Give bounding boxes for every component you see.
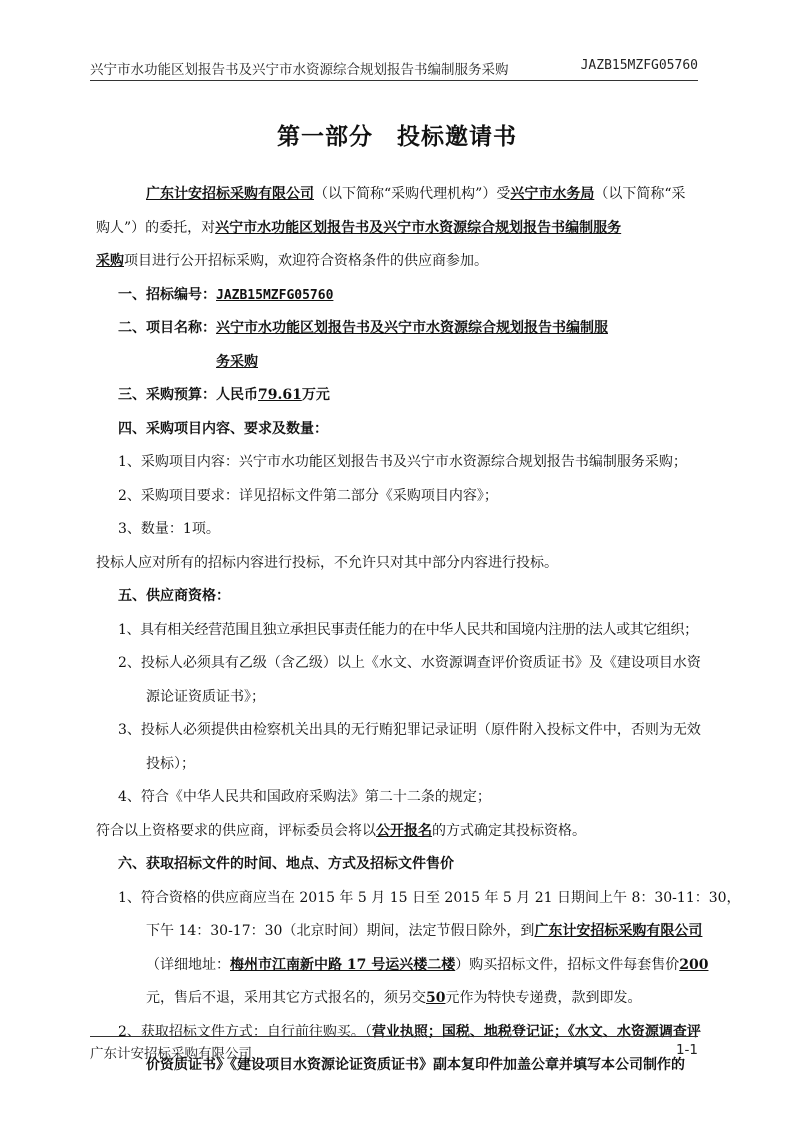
s6-item-1-line-4: 元，售后不退，采用其它方式报名的，须另交50元作为特快专递费，款到即发。 [146,990,642,1006]
agency-address: 梅州市江南新中路 17 号运兴楼二楼 [230,956,456,973]
section-2-cont: 务采购 [216,353,258,370]
footer-company: 广东计安招标采购有限公司 [90,1046,252,1062]
section-4-heading: 四、采购项目内容、要求及数量： [118,420,328,437]
s4-item-3: 3、数量：1项。 [118,521,220,537]
agency-name: 广东计安招标采购有限公司 [146,186,314,202]
page-title: 第一部分 投标邀请书 [277,123,517,150]
section-3: 三、采购预算：人民币79.61万元 [118,387,330,403]
s5-item-1: 1、具有相关经营范围且独立承担民事责任能力的在中华人民共和国境内注册的法人或其它组织； [118,621,698,638]
page-footer [90,1036,698,1063]
s5-item-3-cont: 投标）； [146,755,195,772]
express-fee: 50 [426,990,446,1006]
s5-conclusion: 符合以上资格要求的供应商，评标委员会将以公开报名的方式确定其投标资格。 [96,822,586,839]
s6-item-1-line-3: （详细地址：梅州市江南新中路 17 号运兴楼二楼）购买招标文件，招标文件每套售价200 [146,956,709,973]
s5-item-4: 4、符合《中华人民共和国政府采购法》第二十二条的规定； [118,789,491,805]
header-title: 兴宁市水功能区划报告书及兴宁市水资源综合规划报告书编制服务采购 [90,62,509,78]
s4-note: 投标人应对所有的招标内容进行投标，不允许只对其中部分内容进行投标。 [96,554,558,571]
intro-line-2: 购人”）的委托，对兴宁市水功能区划报告书及兴宁市水资源综合规划报告书编制服务 [96,219,622,236]
document-price: 200 [679,956,709,973]
section-5-heading: 五、供应商资格： [118,588,230,604]
project-name: 兴宁市水功能区划报告书及兴宁市水资源综合规划报告书编制服务 [215,219,622,236]
s6-item-2: 2、获取招标文件方式：自行前往购买。（营业执照；国税、地税登记证；《水文、水资源调查评 [118,1023,701,1040]
section-6-heading: 六、获取招标文件的时间、地点、方式及招标文件售价 [118,856,454,872]
intro-line-3: 采购项目进行公开招标采购，欢迎符合资格条件的供应商参加。 [96,253,488,269]
page-header [90,56,698,81]
section-2: 二、项目名称：兴宁市水功能区划报告书及兴宁市水资源综合规划报告书编制服 [118,320,608,336]
section-1: 一、招标编号：JAZB15MZFG05760 [118,286,334,303]
s6-item-2-cont: 价资质证书》《建设项目水资源论证资质证书》副本复印件加盖公章并填写本公司制作的 [146,1057,685,1073]
s5-item-3: 3、投标人必须提供由检察机关出具的无行贿犯罪记录证明（原件附入投标文件中，否则为无效 [118,722,701,738]
project-title: 兴宁市水功能区划报告书及兴宁市水资源综合规划报告书编制服 [216,320,608,336]
s4-item-2: 2、采购项目要求：详见招标文件第二部分《采购项目内容》； [118,487,498,504]
qualification-method: 公开报名 [376,822,432,839]
s6-item-1: 1、符合资格的供应商应当在 2015 年 5 月 15 日至 2015 年 5 月 21 日期间上午 8：30-11：30， [118,889,741,906]
buyer-name: 兴宁市水务局 [510,186,595,202]
s5-item-2: 2、投标人必须具有乙级（含乙级）以上《水文、水资源调查评价资质证书》及《建设项目水资 [118,655,701,671]
page-number: 1-1 [675,1042,698,1058]
s4-item-1: 1、采购项目内容：兴宁市水功能区划报告书及兴宁市水资源综合规划报告书编制服务采购； [118,454,687,470]
s6-item-1-line-2: 下午 14：30-17：30（北京时间）期间，法定节假日除外，到广东计安招标采购有限公司 [146,923,703,939]
s5-item-2-cont: 源论证资质证书》； [146,688,265,705]
tender-number: JAZB15MZFG05760 [216,287,334,303]
agency-name-2: 广东计安招标采购有限公司 [534,923,703,939]
budget-amount: 79.61 [258,387,302,403]
header-code: JAZB15MZFG05760 [580,58,698,73]
document-body [96,178,741,1083]
intro-line-1: 广东计安招标采购有限公司（以下简称“采购代理机构”）受兴宁市水务局（以下简称“采 [146,186,686,202]
